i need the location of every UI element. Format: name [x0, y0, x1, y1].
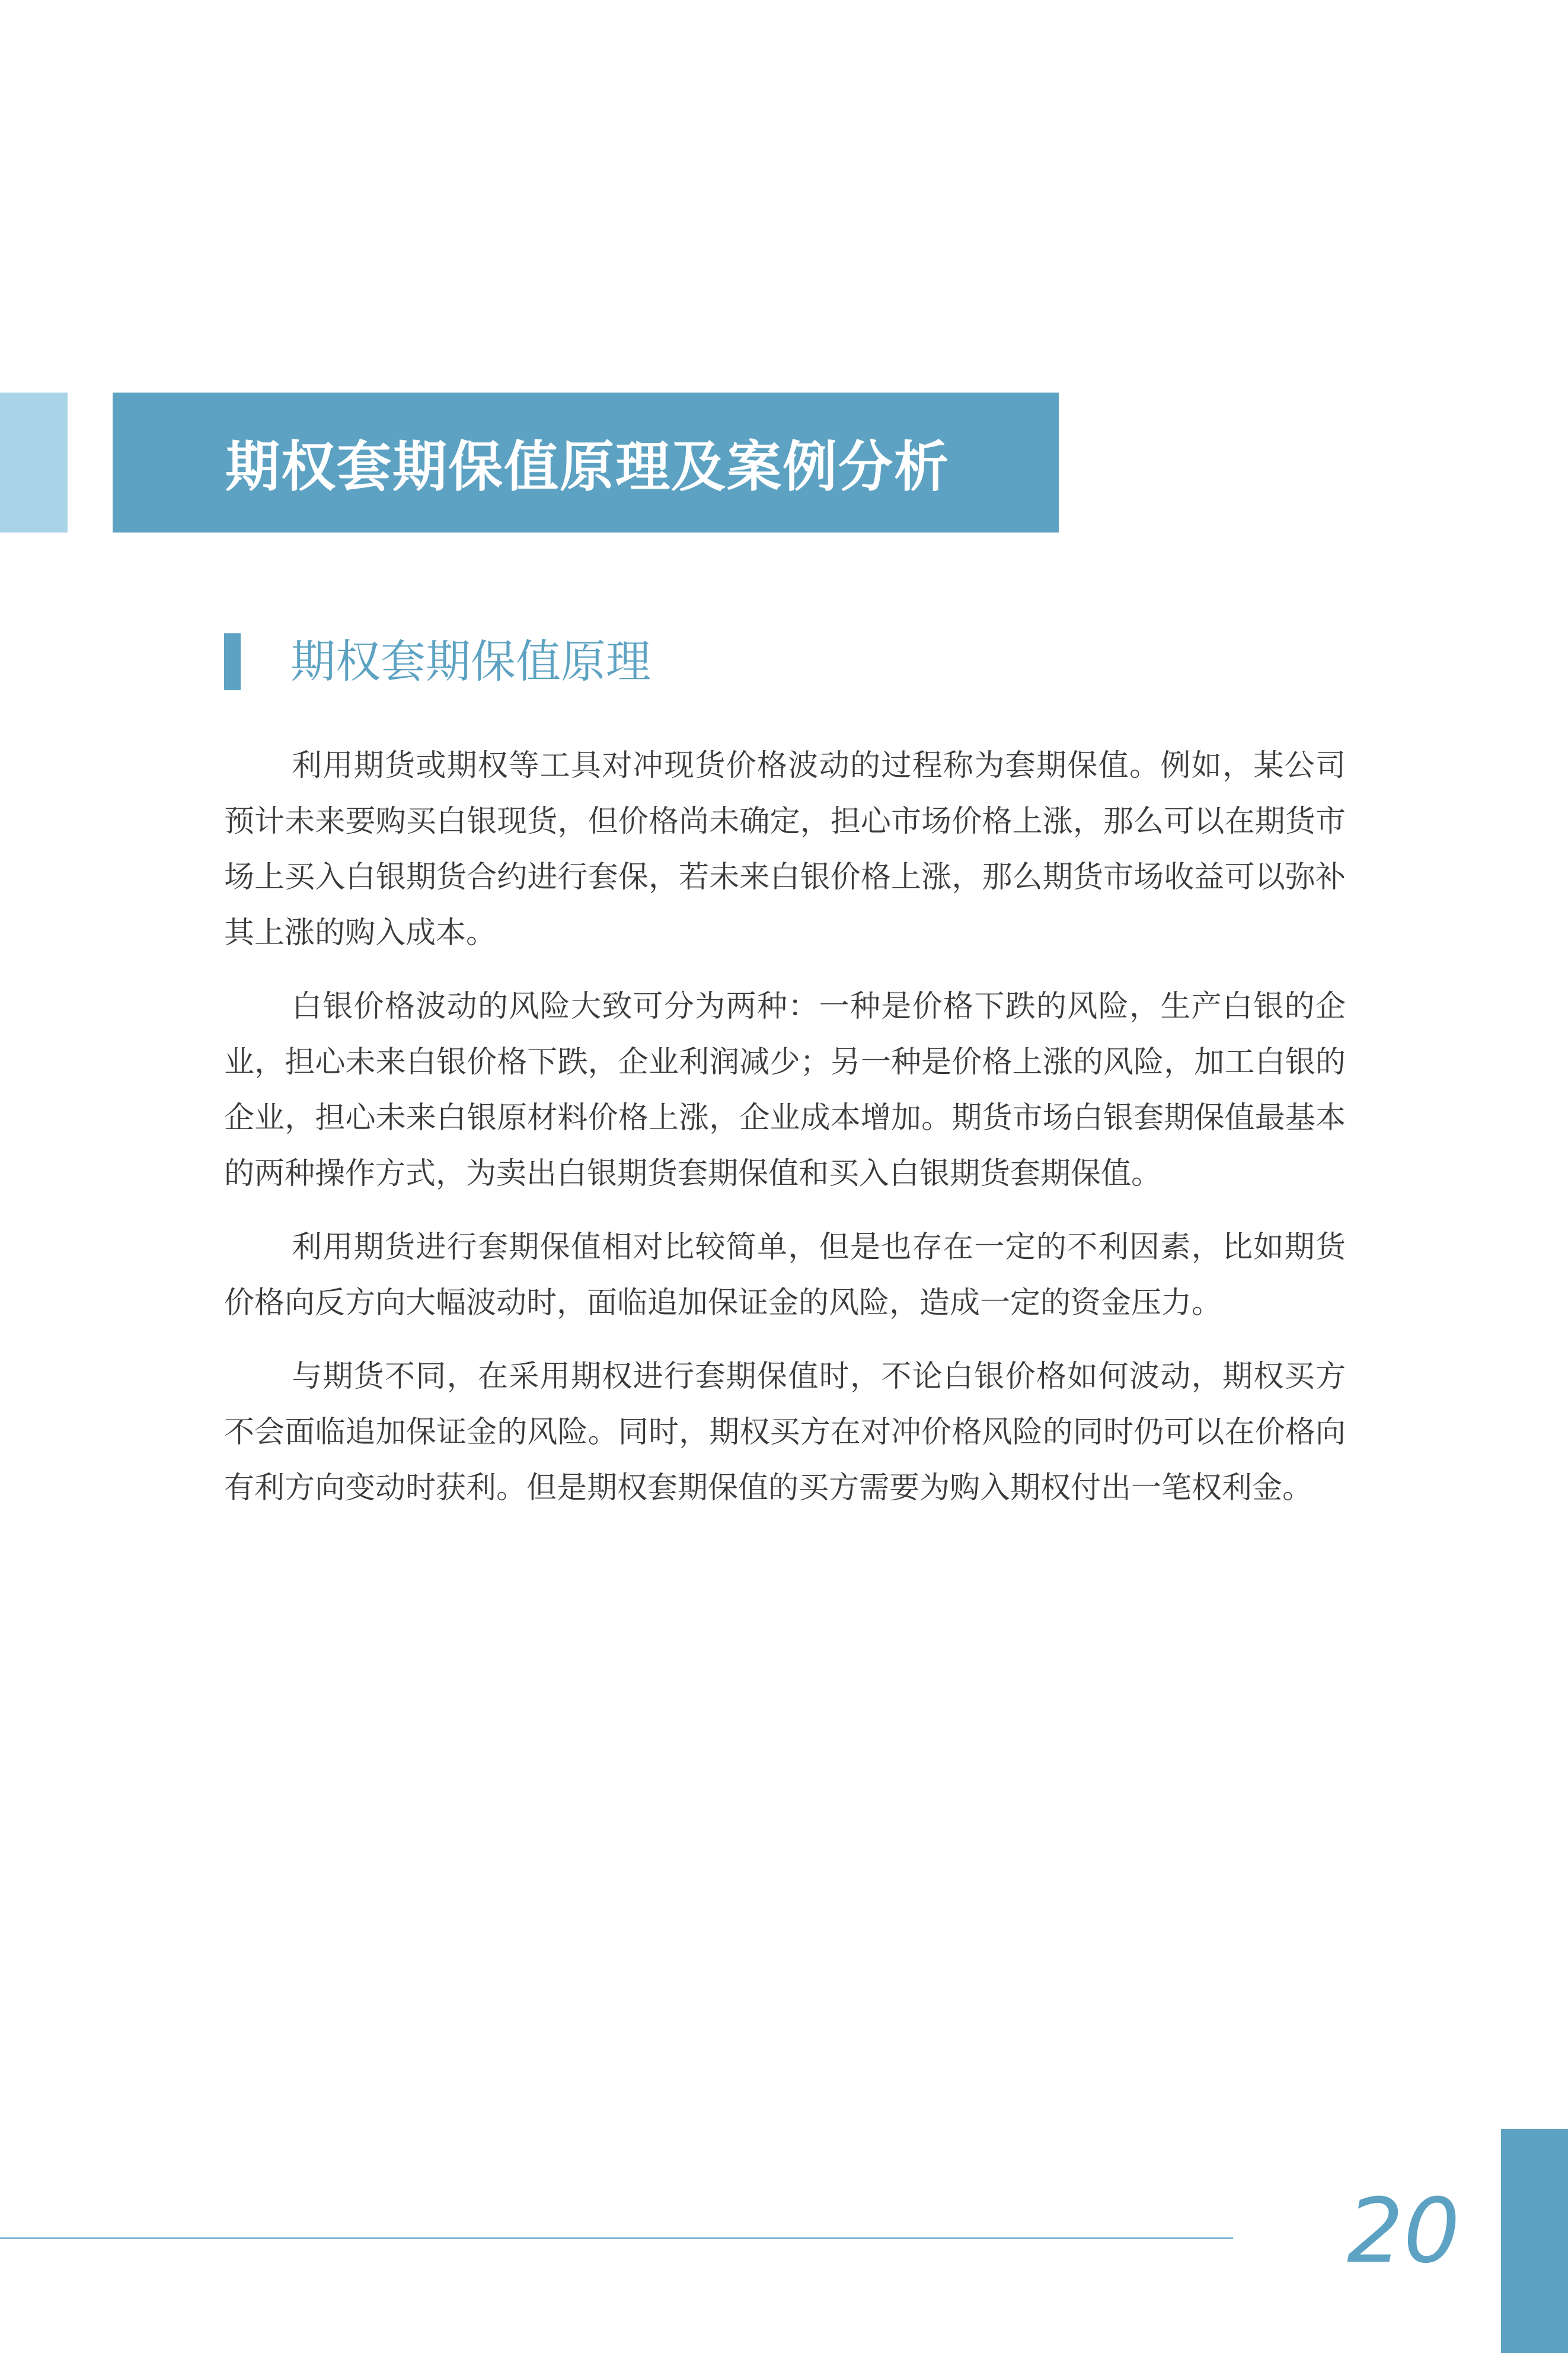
chapter-title: 期权套期保值原理及案例分析 [225, 435, 950, 499]
section-marker-bar [224, 633, 241, 690]
left-decorative-tab [0, 393, 68, 533]
chapter-title-banner [113, 393, 1059, 533]
paragraph-3: 利用期货进行套期保值相对比较简单，但是也存在一定的不利因素，比如期货价格向反方向大幅波动时，面临追加保证金的风险，造成一定的资金压力。 [224, 1230, 1346, 1321]
body-text [224, 738, 1346, 1534]
paragraph-1: 利用期货或期权等工具对冲现货价格波动的过程称为套期保值。例如，某公司预计未来要购买白银现货，但价格尚未确定，担心市场价格上涨，那么可以在期货市场上买入白银期货合约进行套保，若未来白银价格上涨，那么期货市场收益可以弥补其上涨的购入成本。 [224, 748, 1346, 951]
paragraph-4: 与期货不同，在采用期权进行套期保值时，不论白银价格如何波动，期权买方不会面临追加保证金的风险。同时，期权买方在对冲价格风险的同时仍可以在价格向有利方向变动时获利。但是期权套期保值的买方需要为购入期权付出一笔权利金。 [224, 1359, 1346, 1506]
right-decorative-tab [1501, 2129, 1568, 2353]
footer-divider [0, 2237, 1233, 2239]
page-number: 20 [1347, 2180, 1460, 2283]
paragraph-2: 白银价格波动的风险大致可分为两种：一种是价格下跌的风险，生产白银的企业，担心未来白银价格下跌，企业利润减少；另一种是价格上涨的风险，加工白银的企业，担心未来白银原材料价格上涨，企业成本增加。期货市场白银套期保值最基本的两种操作方式，为卖出白银期货套期保值和买入白银期货套期保值。 [224, 989, 1346, 1191]
section-title: 期权套期保值原理 [290, 635, 651, 688]
